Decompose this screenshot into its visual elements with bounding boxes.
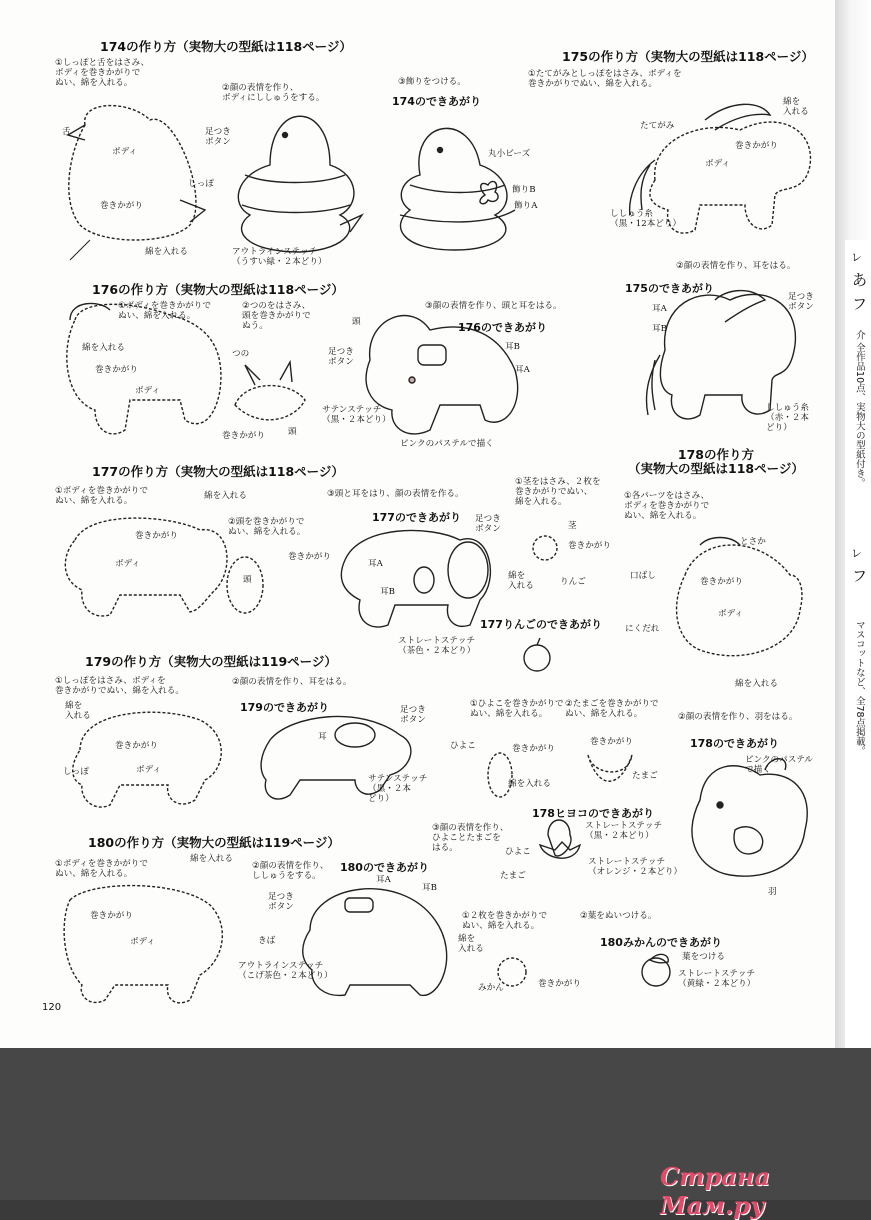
label-180-body: ボディ (130, 937, 156, 947)
label-176-pastel: ピンクのパステルで描く (400, 439, 494, 449)
label-177-eara: 耳A (368, 559, 383, 569)
step-180-1: ①ボディを巻きかがりで ぬい、綿を入れる。 (55, 859, 148, 879)
label-177-straight: ストレートステッチ （茶色・２本どり） (398, 636, 476, 656)
side-letter-1: レ (851, 251, 862, 264)
label-176-satin: サテンステッチ （黒・２本どり） (322, 405, 391, 425)
label-174-tail: しっぽ (188, 179, 214, 189)
step-175-1: ①たてがみとしっぽをはさみ、ボディを 巻きかがりでぬい、綿を入れる。 (528, 69, 682, 89)
label-orange-leaf: 葉をつける (682, 952, 725, 962)
label-176-eara: 耳A (515, 365, 530, 375)
label-176-head: 頭 (288, 427, 297, 437)
label-apple-stuff: 綿を 入れる (508, 571, 534, 591)
label-orange-stuff: 綿を 入れる (458, 934, 484, 954)
label-orange: みかん (478, 983, 504, 993)
done-180: 180のできあがり (340, 861, 429, 874)
label-176-stuff: 綿を入れる (82, 343, 125, 353)
step-174-2: ②顔の表情を作り、 ボディにししゅうをする。 (222, 83, 325, 103)
label-177-whip: 巻きかがり (135, 531, 178, 541)
step-176-1: ①ボディを巻きかがりで ぬい、綿を入れる。 (118, 301, 211, 321)
side-letter-4: レ (851, 547, 862, 560)
label-174-beads: 丸小ビーズ (488, 149, 531, 159)
label-174-whip: 巻きかがり (100, 201, 143, 211)
step-178chick-1: ①ひよこを巻きかがりで ぬい、綿を入れる。 (470, 699, 564, 719)
apple-177-done (524, 645, 550, 671)
done-175: 175のできあがり (625, 282, 714, 295)
step-179-2: ②顔の表情を作り、耳をはる。 (232, 677, 352, 687)
side-letter-5: フ (852, 567, 868, 585)
cow-176-head (235, 386, 305, 420)
chick-178-done (548, 820, 571, 856)
chick-174-body (69, 106, 196, 240)
title-174: 174の作り方（実物大の型紙は118ページ） (100, 39, 352, 54)
label-176-horn: つの (232, 349, 250, 359)
label-180-outline: アウトラインステッチ （こげ茶色・２本どり） (238, 961, 333, 981)
done-178: 178のできあがり (690, 737, 779, 750)
step-179-1: ①しっぽをはさみ、ボディを 巻きかがりでぬい、綿を入れる。 (55, 676, 184, 696)
chick-178-step1 (488, 753, 512, 797)
label-180-whip: 巻きかがり (90, 911, 133, 921)
step-178chick-3: ③顔の表情を作り、 ひよことたまごを はる。 (432, 823, 509, 853)
label-176-earb: 耳B (505, 342, 520, 352)
step-175-2: ②顔の表情を作り、耳をはる。 (676, 261, 796, 271)
label-177-head: 頭 (243, 575, 252, 585)
step-174-3: ③飾りをつける。 (398, 77, 466, 87)
orange-180-step (498, 958, 526, 986)
label-chick-egg: たまご (632, 771, 658, 781)
label-180-stuff: 綿を入れる (190, 854, 233, 864)
step-178-1: ①各パーツをはさみ、 ボディを巻きかがりで ぬい、綿を入れる。 (624, 491, 710, 521)
chick-174-stacked (238, 116, 354, 252)
step-177-2: ②頭を巻きかがりで ぬい、綿を入れる。 (228, 517, 306, 537)
label-177-stuff: 綿を入れる (204, 491, 247, 501)
label-178-wing: 羽 (768, 887, 777, 897)
label-175-eara: 耳A (652, 304, 667, 314)
label-179-satin: サテンステッチ （黒・２本 どり） (368, 774, 428, 804)
label-175-button: 足つき ボタン (788, 292, 814, 312)
label-175-thread: ししゅう糸 （黒・12本どり） (610, 209, 682, 229)
label-176-button: 足つき ボタン (328, 347, 354, 367)
title-180: 180の作り方（実物大の型紙は119ページ） (88, 835, 340, 850)
label-175-thread-red: ししゅう糸 （赤・２本 どり） (766, 403, 809, 433)
label-chick-whip: 巻きかがり (512, 744, 555, 754)
done-178chick: 178ヒヨコのできあがり (532, 807, 654, 820)
label-178-stuff: 綿を入れる (735, 679, 778, 689)
label-180-earb: 耳B (422, 883, 437, 893)
done-177apple: 177りんごのできあがり (480, 618, 602, 631)
label-179-body: ボディ (136, 765, 162, 775)
page-number: 120 (42, 1002, 62, 1013)
label-174-outline: アウトラインステッチ （うすい緑・２本どり） (232, 247, 327, 267)
label-178-beak: 口ばし (630, 571, 656, 581)
done-180orange: 180みかんのできあがり (600, 936, 722, 949)
label-176-body: ボディ (135, 386, 161, 396)
label-175-whip: 巻きかがり (735, 141, 778, 151)
label-174-button: 足つき ボタン (205, 127, 231, 147)
label-175-stuff: 綿を 入れる (783, 97, 809, 117)
title-175: 175の作り方（実物大の型紙は118ページ） (562, 49, 814, 64)
label-apple-whip: 巻きかがり (568, 541, 611, 551)
label-174-decob: 飾りB (512, 185, 536, 195)
step-174-1: ①しっぽと舌をはさみ、 ボディを巻きかがりで ぬい、綿を入れる。 (55, 58, 150, 88)
label-chick-egg2: たまご (500, 871, 526, 881)
label-178-wattle: にくだれ (625, 624, 660, 634)
watermark: Страна Мам.ру (660, 1162, 770, 1220)
label-177-button: 足つき ボタン (475, 514, 501, 534)
label-chick-straight-black: ストレートステッチ （黒・２本どり） (585, 821, 663, 841)
done-179: 179のできあがり (240, 701, 329, 714)
rooster-178-done (692, 766, 807, 876)
label-chick-stuff: 綿を入れる (508, 779, 551, 789)
label-orange-straight: ストレートステッチ （黄緑・２本どり） (678, 969, 756, 989)
step-180-2: ②顔の表情を作り、 ししゅうをする。 (252, 861, 329, 881)
step-180orange-1: ①２枚を巻きかがりで ぬい、綿を入れる。 (462, 911, 548, 931)
label-175-body: ボディ (705, 159, 731, 169)
label-180-button: 足つき ボタン (268, 892, 294, 912)
label-177-body: ボディ (115, 559, 141, 569)
label-179-button: 足つき ボタン (400, 705, 426, 725)
label-178-comb: とさか (740, 537, 766, 547)
label-176-head2: 頭 (352, 317, 361, 327)
label-chick-chick2: ひよこ (505, 847, 531, 857)
label-orange-whip: 巻きかがり (538, 979, 581, 989)
label-178-whip: 巻きかがり (700, 577, 743, 587)
label-177-earb: 耳B (380, 587, 395, 597)
step-178-2: ②顔の表情を作り、羽をはる。 (678, 712, 798, 722)
horse-175-done (660, 294, 795, 419)
label-179-ear: 耳 (318, 732, 327, 742)
title-177: 177の作り方（実物大の型紙は118ページ） (92, 464, 344, 479)
label-apple-stem: 茎 (568, 521, 577, 531)
label-180-fang: きば (258, 936, 276, 946)
label-176-whip2: 巻きかがり (222, 431, 265, 441)
step-176-3: ③顔の表情を作り、頭と耳をはる。 (425, 301, 562, 311)
step-177-1: ①ボディを巻きかがりで ぬい、綿を入れる。 (55, 486, 148, 506)
label-174-tongue: 舌 (62, 127, 71, 137)
label-174-decoa: 飾りA (514, 201, 538, 211)
label-174-stuff: 綿を入れる (145, 247, 188, 257)
label-175-earb: 耳B (652, 324, 667, 334)
label-179-tail: しっぽ (63, 767, 89, 777)
step-177-3: ③頭と耳をはり、顔の表情を作る。 (327, 489, 464, 499)
step-180orange-2: ②葉をぬいつける。 (580, 911, 657, 921)
title-178: 178の作り方 （実物大の型紙は118ページ） (628, 447, 804, 477)
label-179-whip: 巻きかがり (115, 741, 158, 751)
rooster-178-body (677, 545, 802, 656)
side-vertical-1: 介 全作品10点、実物大の型紙付き。 (853, 330, 865, 488)
label-175-mane: たてがみ (640, 121, 675, 131)
done-177: 177のできあがり (372, 511, 461, 524)
egg-178-step2 (588, 755, 632, 781)
step-178chick-2: ②たまごを巻きかがりで ぬい、綿を入れる。 (565, 699, 659, 719)
label-178-body: ボディ (718, 609, 744, 619)
side-vertical-2: マスコットなど、全78点掲載。 (853, 620, 865, 756)
label-179-stuff: 綿を 入れる (65, 701, 91, 721)
title-176: 176の作り方（実物大の型紙は118ページ） (92, 282, 344, 297)
step-177apple-1: ①茎をはさみ、２枚を 巻きかがりでぬい、 綿を入れる。 (515, 477, 601, 507)
apple-177-step (533, 536, 557, 560)
step-176-2: ②つのをはさみ、 頭を巻きかがりで ぬう。 (242, 301, 311, 331)
done-176: 176のできあがり (458, 321, 547, 334)
label-chick-whip2: 巻きかがり (590, 737, 633, 747)
label-177-whip2: 巻きかがり (288, 552, 331, 562)
label-174-body: ボディ (112, 147, 138, 157)
dog-179-body (73, 712, 222, 807)
cow-176-body (67, 301, 221, 434)
side-letter-2: あ (852, 271, 868, 289)
side-letter-3: フ (852, 295, 868, 313)
done-174: 174のできあがり (392, 95, 481, 108)
label-chick-straight-orange: ストレートステッチ （オレンジ・２本どり） (588, 857, 683, 877)
label-180-eara: 耳A (376, 875, 391, 885)
label-176-whip: 巻きかがり (95, 365, 138, 375)
label-apple: りんご (560, 577, 586, 587)
title-179: 179の作り方（実物大の型紙は119ページ） (85, 654, 337, 669)
label-chick-chick: ひよこ (450, 741, 476, 751)
elephant-177-done (341, 530, 490, 627)
label-178-pastel: ピンクのパステル で描く (745, 755, 813, 775)
